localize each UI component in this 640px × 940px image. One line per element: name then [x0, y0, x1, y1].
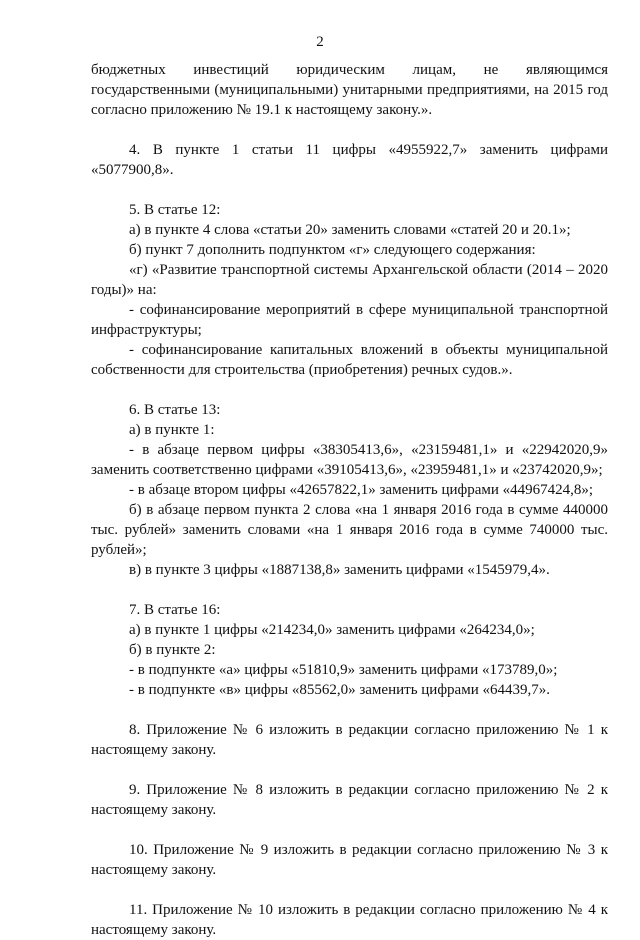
paragraph-item-9: 9. Приложение № 8 изложить в редакции согласно приложению № 2 к настоящему закону. [91, 782, 608, 818]
paragraph-item-6b: б) в абзаце первом пункта 2 слова «на 1 января 2016 года в сумме 440000 тыс. рублей» заменить словами «на 1 января 2016 года в сумме 740000 тыс. рублей»; [91, 502, 608, 558]
paragraph-item-5-heading: 5. В статье 12: [129, 202, 221, 218]
spacer [91, 180, 608, 200]
spacer [91, 880, 608, 900]
paragraph-item-7b: б) в пункте 2: [129, 642, 216, 658]
spacer [91, 700, 608, 720]
paragraph-item-6a-dash-1: - в абзаце первом цифры «38305413,6», «23159481,1» и «22942020,9» заменить соответственно цифрами «39105413,6», «23959481,1» и «23742020,9»; [91, 442, 608, 478]
spacer [91, 580, 608, 600]
paragraph: государственными (муниципальными) унитарными предприятиями, на 2015 год согласно приложению № 19.1 к настоящему закону.». [91, 82, 608, 118]
paragraph-line: бюджетных инвестиций юридическим лицам, не являющимся [91, 62, 608, 78]
document-body [91, 60, 608, 940]
paragraph-item-10: 10. Приложение № 9 изложить в редакции согласно приложению № 3 к настоящему закону. [91, 842, 608, 878]
paragraph-item-6a-dash-2: - в абзаце втором цифры «42657822,1» заменить цифрами «44967424,8»; [129, 482, 594, 498]
paragraph-item-7b-dash-1: - в подпункте «а» цифры «51810,9» заменить цифрами «173789,0»; [129, 662, 558, 678]
paragraph-item-8: 8. Приложение № 6 изложить в редакции согласно приложению № 1 к настоящему закону. [91, 722, 608, 758]
paragraph-item-7a: а) в пункте 1 цифры «214234,0» заменить цифрами «264234,0»; [129, 622, 535, 638]
spacer [91, 760, 608, 780]
paragraph-item-5a: а) в пункте 4 слова «статьи 20» заменить словами «статей 20 и 20.1»; [129, 222, 571, 238]
paragraph-item-5g: «г) «Развитие транспортной системы Архангельской области (2014 – 2020 годы)» на: [91, 262, 608, 298]
paragraph-item-6a: а) в пункте 1: [129, 422, 215, 438]
paragraph-item-11: 11. Приложение № 10 изложить в редакции согласно приложению № 4 к настоящему закону. [91, 902, 608, 938]
spacer [91, 120, 608, 140]
page-number: 2 [316, 34, 324, 50]
spacer [91, 380, 608, 400]
paragraph-item-4: 4. В пункте 1 статьи 11 цифры «4955922,7» заменить цифрами «5077900,8». [91, 142, 608, 178]
paragraph-item-6v: в) в пункте 3 цифры «1887138,8» заменить цифрами «1545979,4». [129, 562, 550, 578]
paragraph-item-5-dash-2: - софинансирование капитальных вложений в объекты муниципальной собственности для строительства (приобретения) речных судов.». [91, 342, 608, 378]
paragraph-item-5-dash-1: - софинансирование мероприятий в сфере муниципальной транспортной инфраструктуры; [91, 302, 608, 338]
spacer [91, 820, 608, 840]
paragraph-item-5b: б) пункт 7 дополнить подпунктом «г» следующего содержания: [129, 242, 536, 258]
paragraph-item-7-heading: 7. В статье 16: [129, 602, 221, 618]
paragraph-item-6-heading: 6. В статье 13: [129, 402, 221, 418]
paragraph-item-7b-dash-2: - в подпункте «в» цифры «85562,0» заменить цифрами «64439,7». [129, 682, 550, 698]
